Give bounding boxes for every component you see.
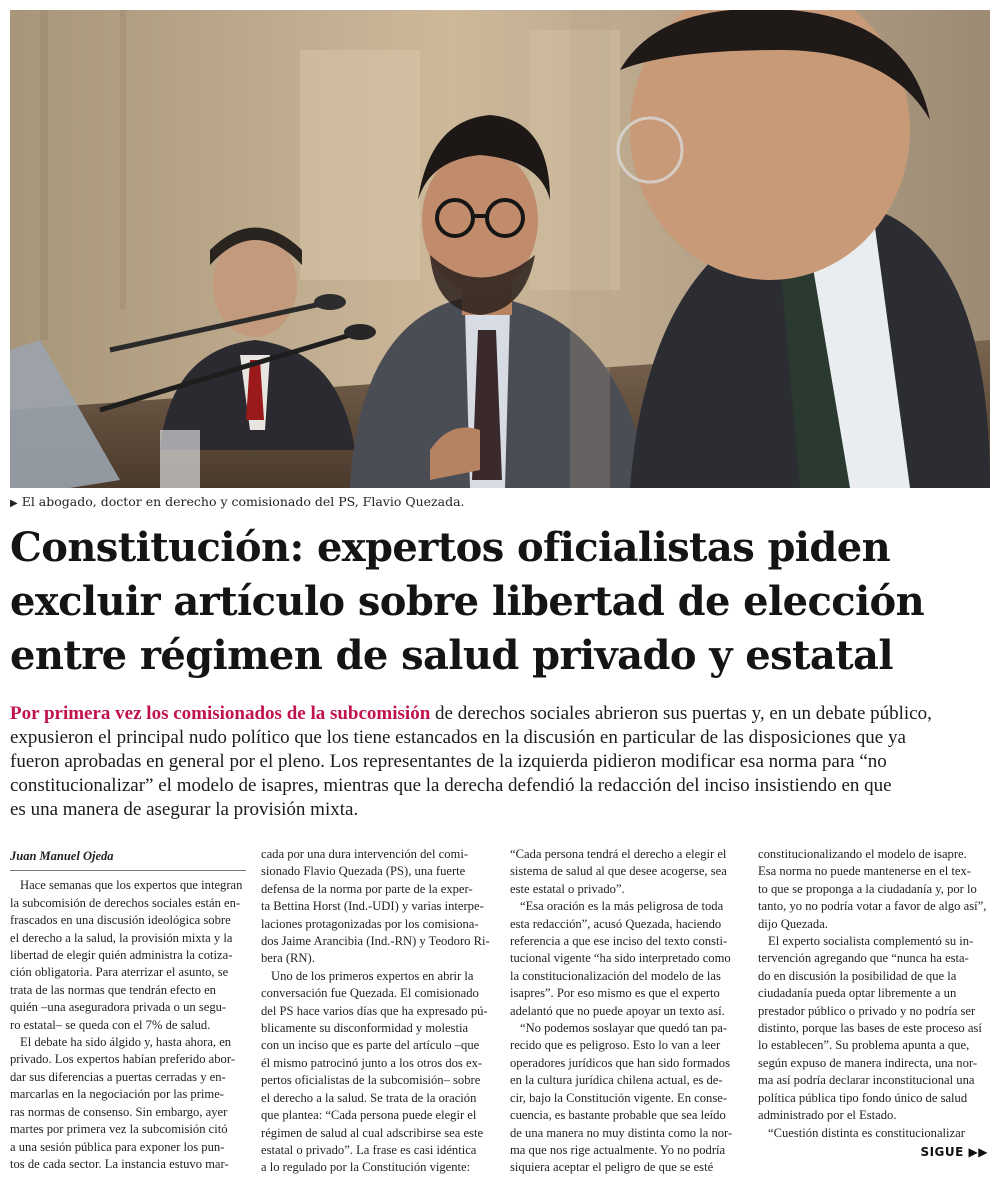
column-text-line: ta Bettina Horst (Ind.-UDI) y varias interpe- [261,899,484,914]
caption-arrow-icon: ▶ [10,498,18,509]
column-text-line: libertad de elegir quién administra la cotiza- [10,948,233,963]
column-body [758,846,994,1142]
article-column-1 [10,846,246,1173]
lead-line [10,702,990,726]
column-text-line: privado. Los expertos habían preferido abor- [10,1052,235,1067]
column-text-line: quién –una aseguradora privada o un segu- [10,1000,227,1015]
column-text-line: isapres”. Por eso mismo es que el experto [510,986,720,1001]
column-text-line: Hace semanas que los expertos que integran [20,878,243,893]
headline-line: entre régimen de salud privado y estatal [10,632,893,679]
continue-link[interactable]: SIGUE ▶▶ [920,1145,988,1159]
column-text-line: operadores jurídicos que han sido formados [510,1055,730,1070]
column-text-line: ma así podría declarar inconstitucional una [758,1073,975,1088]
column-text-line: estatal o privado”. La frase es casi idéntica [261,1142,477,1157]
column-text-line: cuencia, es bastante probable que sea leído [510,1108,726,1123]
column-text-line: dijo Quezada. [758,916,828,931]
column-text-line: ro estatal– se queda con el 7% de salud. [10,1017,211,1032]
photo-illustration [10,10,990,488]
headline-line: Constitución: expertos oficialistas piden [10,524,891,571]
column-text-line: “No podemos soslayar que quedó tan pa- [520,1021,728,1036]
article-photo [10,10,990,488]
column-text-line: El experto socialista complementó su in- [768,934,974,949]
lead-line-text: de derechos sociales abrieron sus puertas y, en un debate público, [430,703,932,724]
column-text-line: del PS hace varios días que ha expresado pú- [261,1003,488,1018]
column-text-line: referencia a que ese inciso del texto consti- [510,934,728,949]
column-text-line: El debate ha sido álgido y, hasta ahora, en [20,1035,232,1050]
column-text-line: la subcomisión de derechos sociales están en- [10,895,241,910]
column-text-line: administrado por el Estado. [758,1108,897,1123]
column-text-line: ma que nos rige actualmente. Yo no podría [510,1142,726,1157]
column-text-line: “Esa oración es la más peligrosa de toda [520,899,724,914]
column-text-line: tervención agregando que “nunca ha esta- [758,951,969,966]
column-text-line: lo establecen”. Su problema apunta a que, [758,1038,970,1053]
caption-text: El abogado, doctor en derecho y comisionado del PS, Flavio Quezada. [21,494,465,509]
column-text-line: constitucionalizando el modelo de isapre. [758,847,967,861]
column-text-line: cir, bajo la Constitución vigente. En conse- [510,1090,728,1105]
column-text-line: “Cada persona tendrá el derecho a elegir el [510,847,727,861]
lead-line: fueron aprobadas en general por el pleno. Los representantes de la izquierda pidieron modificar esa norma para “no [10,751,887,772]
column-text-line: marcarlas en la negociación por las prime- [10,1087,224,1102]
column-text-line: tos de cada sector. La instancia estuvo mar- [10,1156,229,1171]
column-text-line: a una sesión pública para exponer los pun- [10,1139,225,1154]
byline: Juan Manuel Ojeda [10,846,246,871]
column-text-line: que plantea: “Cada persona puede elegir el [261,1108,477,1123]
photo-caption [10,494,990,509]
lead-kicker: Por primera vez los comisionados de la subcomisión [10,703,431,724]
column-text-line: régimen de salud al cual adscribirse sea este [261,1125,484,1140]
column-text-line: bera (RN). [261,951,315,966]
column-text-line: ras normas de consenso. Sin embargo, ayer [10,1104,228,1119]
column-body [261,846,497,1177]
column-text-line: prestador público o privado y no podría ser [758,1003,976,1018]
column-text-line: pertos oficialistas de la subcomisión– sobre [261,1073,481,1088]
lead-line: es una manera de asegurar la provisión mixta. [10,799,359,820]
column-text-line: Uno de los primeros expertos en abrir la [271,968,474,983]
column-text-line: sistema de salud al que desee acogerse, sea [510,864,727,879]
column-text-line: cada por una dura intervención del comi- [261,847,469,861]
column-text-line: blicamente su disconformidad y molestia [261,1021,469,1036]
column-text-line: con un inciso que es parte del artículo –que [261,1038,480,1053]
column-text-line: to que se proponga a la ciudadanía y, por lo [758,881,977,896]
headline-line: excluir artículo sobre libertad de elección [10,578,925,625]
lead-line: constitucionalizar” el modelo de isapres, mientras que la derecha defendió la redacción del inciso insistiendo en que [10,775,892,796]
column-text-line: él mismo patrocinó junto a los otros dos ex- [261,1055,483,1070]
column-text-line: distinto, porque las bases de este proceso así [758,1021,982,1036]
column-text-line: esta redacción”, acusó Quezada, haciendo [510,916,722,931]
column-text-line: de una manera no muy distinta como la nor- [510,1125,733,1140]
column-text-line: el derecho a la salud, la provisión mixta y la [10,930,233,945]
article-column-2 [261,846,497,1177]
column-text-line: trata de las normas que tendrán efecto en [10,982,216,997]
column-text-line: el derecho a la salud. Se trata de la oración [261,1090,477,1105]
headline [10,521,995,683]
column-text-line: según expuso de manera indirecta, una nor- [758,1055,978,1070]
column-text-line: frascados en una discusión ideológica sobre [10,913,231,928]
column-text-line: martes por primera vez la subcomisión citó [10,1122,228,1137]
column-text-line: do en discusión la posibilidad de que la [758,968,957,983]
column-text-line: dar sus diferencias a puertas cerradas y en- [10,1069,226,1084]
column-text-line: Esa norma no puede mantenerse en el tex- [758,864,971,879]
column-text-line: en la cultura jurídica chilena actual, es de- [510,1073,723,1088]
lead-paragraph [10,702,990,822]
column-text-line: a lo regulado por la Constitución vigente: [261,1160,471,1175]
column-text-line: tanto, yo no podría votar a favor de algo así”, [758,899,987,914]
column-text-line: “Cuestión distinta es constitucionalizar [768,1125,965,1140]
article-column-4 [758,846,994,1142]
column-text-line: la constitucionalización del modelo de las [510,968,721,983]
column-text-line: política pública tipo fondo único de salud [758,1090,968,1105]
column-text-line: siquiera aceptar el peligro de que se esté [510,1160,714,1175]
column-text-line: laciones protagonizadas por los comisiona- [261,916,479,931]
column-body [510,846,746,1177]
lead-line: expusieron el principal nudo político que los tiene estancados en la discusión en particular de las disposiciones que ya [10,727,906,748]
column-text-line: ción obligatoria. Para aterrizar el asunto, se [10,965,229,980]
column-text-line: defensa de la norma por parte de la exper- [261,881,473,896]
column-text-line: recido que es peligroso. Esto lo van a leer [510,1038,721,1053]
column-text-line: conversación fue Quezada. El comisionado [261,986,479,1001]
article-column-3 [510,846,746,1177]
column-text-line: tucional vigente “ha sido interpretado como [510,951,731,966]
column-text-line: dos Jaime Arancibia (Ind.-RN) y Teodoro Ri- [261,934,490,949]
column-body [10,877,246,1173]
column-text-line: este estatal o privado”. [510,881,625,896]
column-text-line: sionado Flavio Quezada (PS), una fuerte [261,864,466,879]
column-text-line: ciudadanía pueda optar libremente a un [758,986,957,1001]
column-text-line: adelantó que no puede apoyar un texto así. [510,1003,725,1018]
